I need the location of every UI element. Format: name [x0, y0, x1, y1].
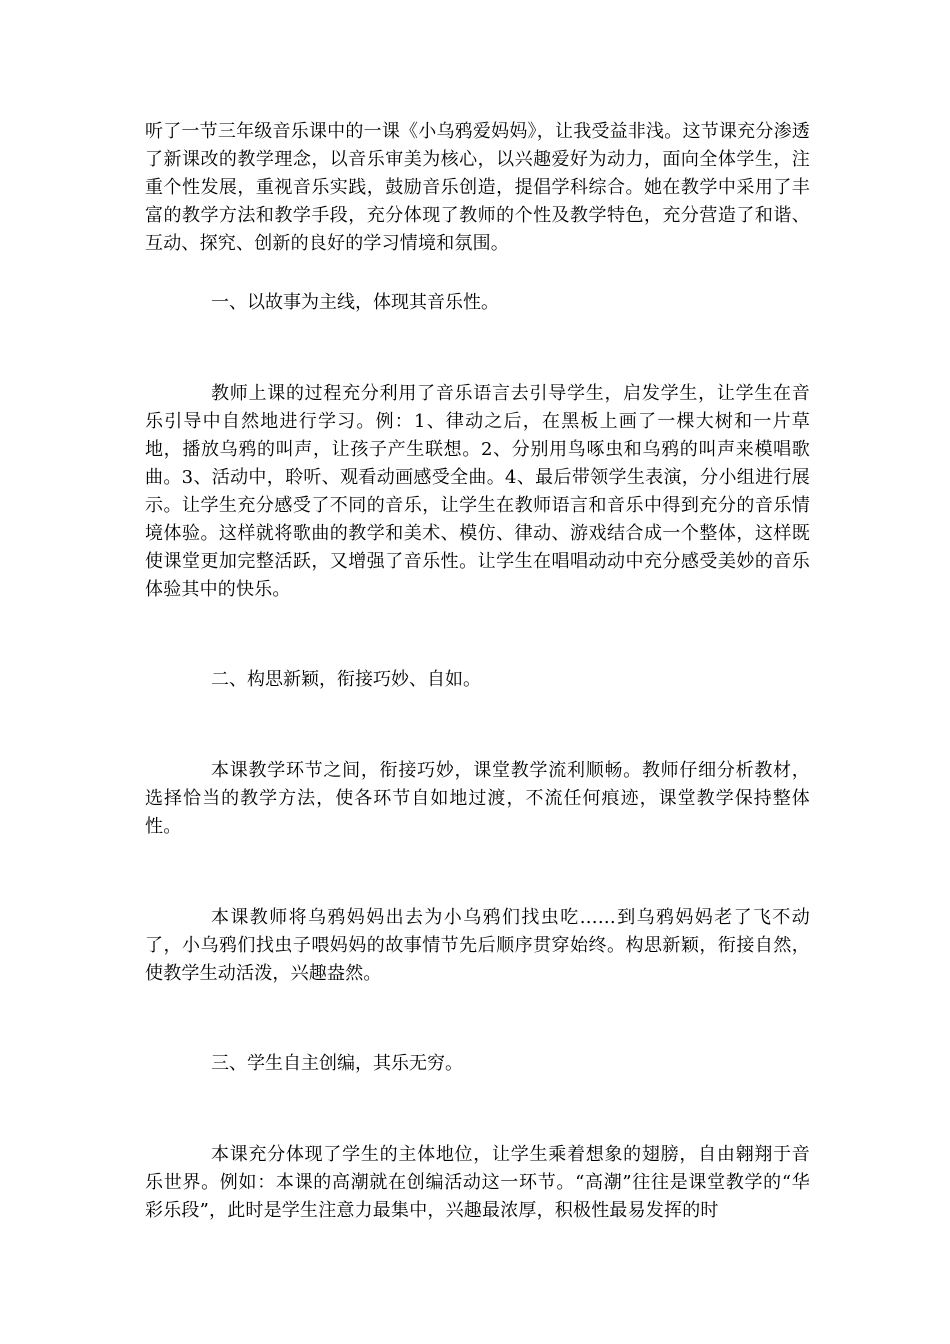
section-heading-1: 一、以故事为主线，体现其音乐性。	[211, 292, 499, 313]
section-heading-2: 二、构思新颖，衔接巧妙、自如。	[211, 669, 481, 690]
section-3-paragraph: 本课充分体现了学生的主体地位，让学生乘着想象的翅膀，自由翱翔于音乐世界。例如：本课的高潮就在创编活动这一环节。“高潮”往往是课堂教学的“华彩乐段”，此时是学生注意力最集中，兴趣最浓厚，积极性最易发挥的时	[145, 1144, 810, 1221]
section-1-paragraph: 教师上课的过程充分利用了音乐语言去引导学生，启发学生，让学生在音乐引导中自然地进行学习。例：1、律动之后，在黑板上画了一棵大树和一片草地，播放乌鸦的叫声，让孩子产生联想。2、分别用鸟啄虫和乌鸦的叫声来模唱歌曲。3、活动中，聆听、观看动画感受全曲。4、最后带领学生表演，分小组进行展示。让学生充分感受了不同的音乐，让学生在教师语言和音乐中得到充分的音乐情境体验。这样就将歌曲的教学和美术、模仿、律动、游戏结合成一个整体，这样既使课堂更加完整活跃，又增强了音乐性。让学生在唱唱动动中充分感受美妙的音乐体验其中的快乐。	[145, 383, 810, 600]
section-2-paragraph-1: 本课教学环节之间，衔接巧妙，课堂教学流利顺畅。教师仔细分析教材，选择恰当的教学方法，使各环节自如地过渡，不流任何痕迹，课堂教学保持整体性。	[145, 760, 810, 837]
section-2-paragraph-2: 本课教师将乌鸦妈妈出去为小乌鸦们找虫吃……到乌鸦妈妈老了飞不动了，小乌鸦们找虫子喂妈妈的故事情节先后顺序贯穿始终。构思新颖，衔接自然，使教学生动活泼，兴趣盎然。	[145, 907, 810, 984]
section-heading-3: 三、学生自主创编，其乐无穷。	[211, 1053, 463, 1074]
intro-paragraph: 听了一节三年级音乐课中的一课《小乌鸦爱妈妈》，让我受益非浅。这节课充分渗透了新课改的教学理念，以音乐审美为核心，以兴趣爱好为动力，面向全体学生，注重个性发展，重视音乐实践，鼓励音乐创造，提倡学科综合。她在教学中采用了丰富的教学方法和教学手段，充分体现了教师的个性及教学特色，充分营造了和谐、互动、探究、创新的良好的学习情境和氛围。	[145, 121, 810, 254]
document-body	[145, 118, 810, 1225]
